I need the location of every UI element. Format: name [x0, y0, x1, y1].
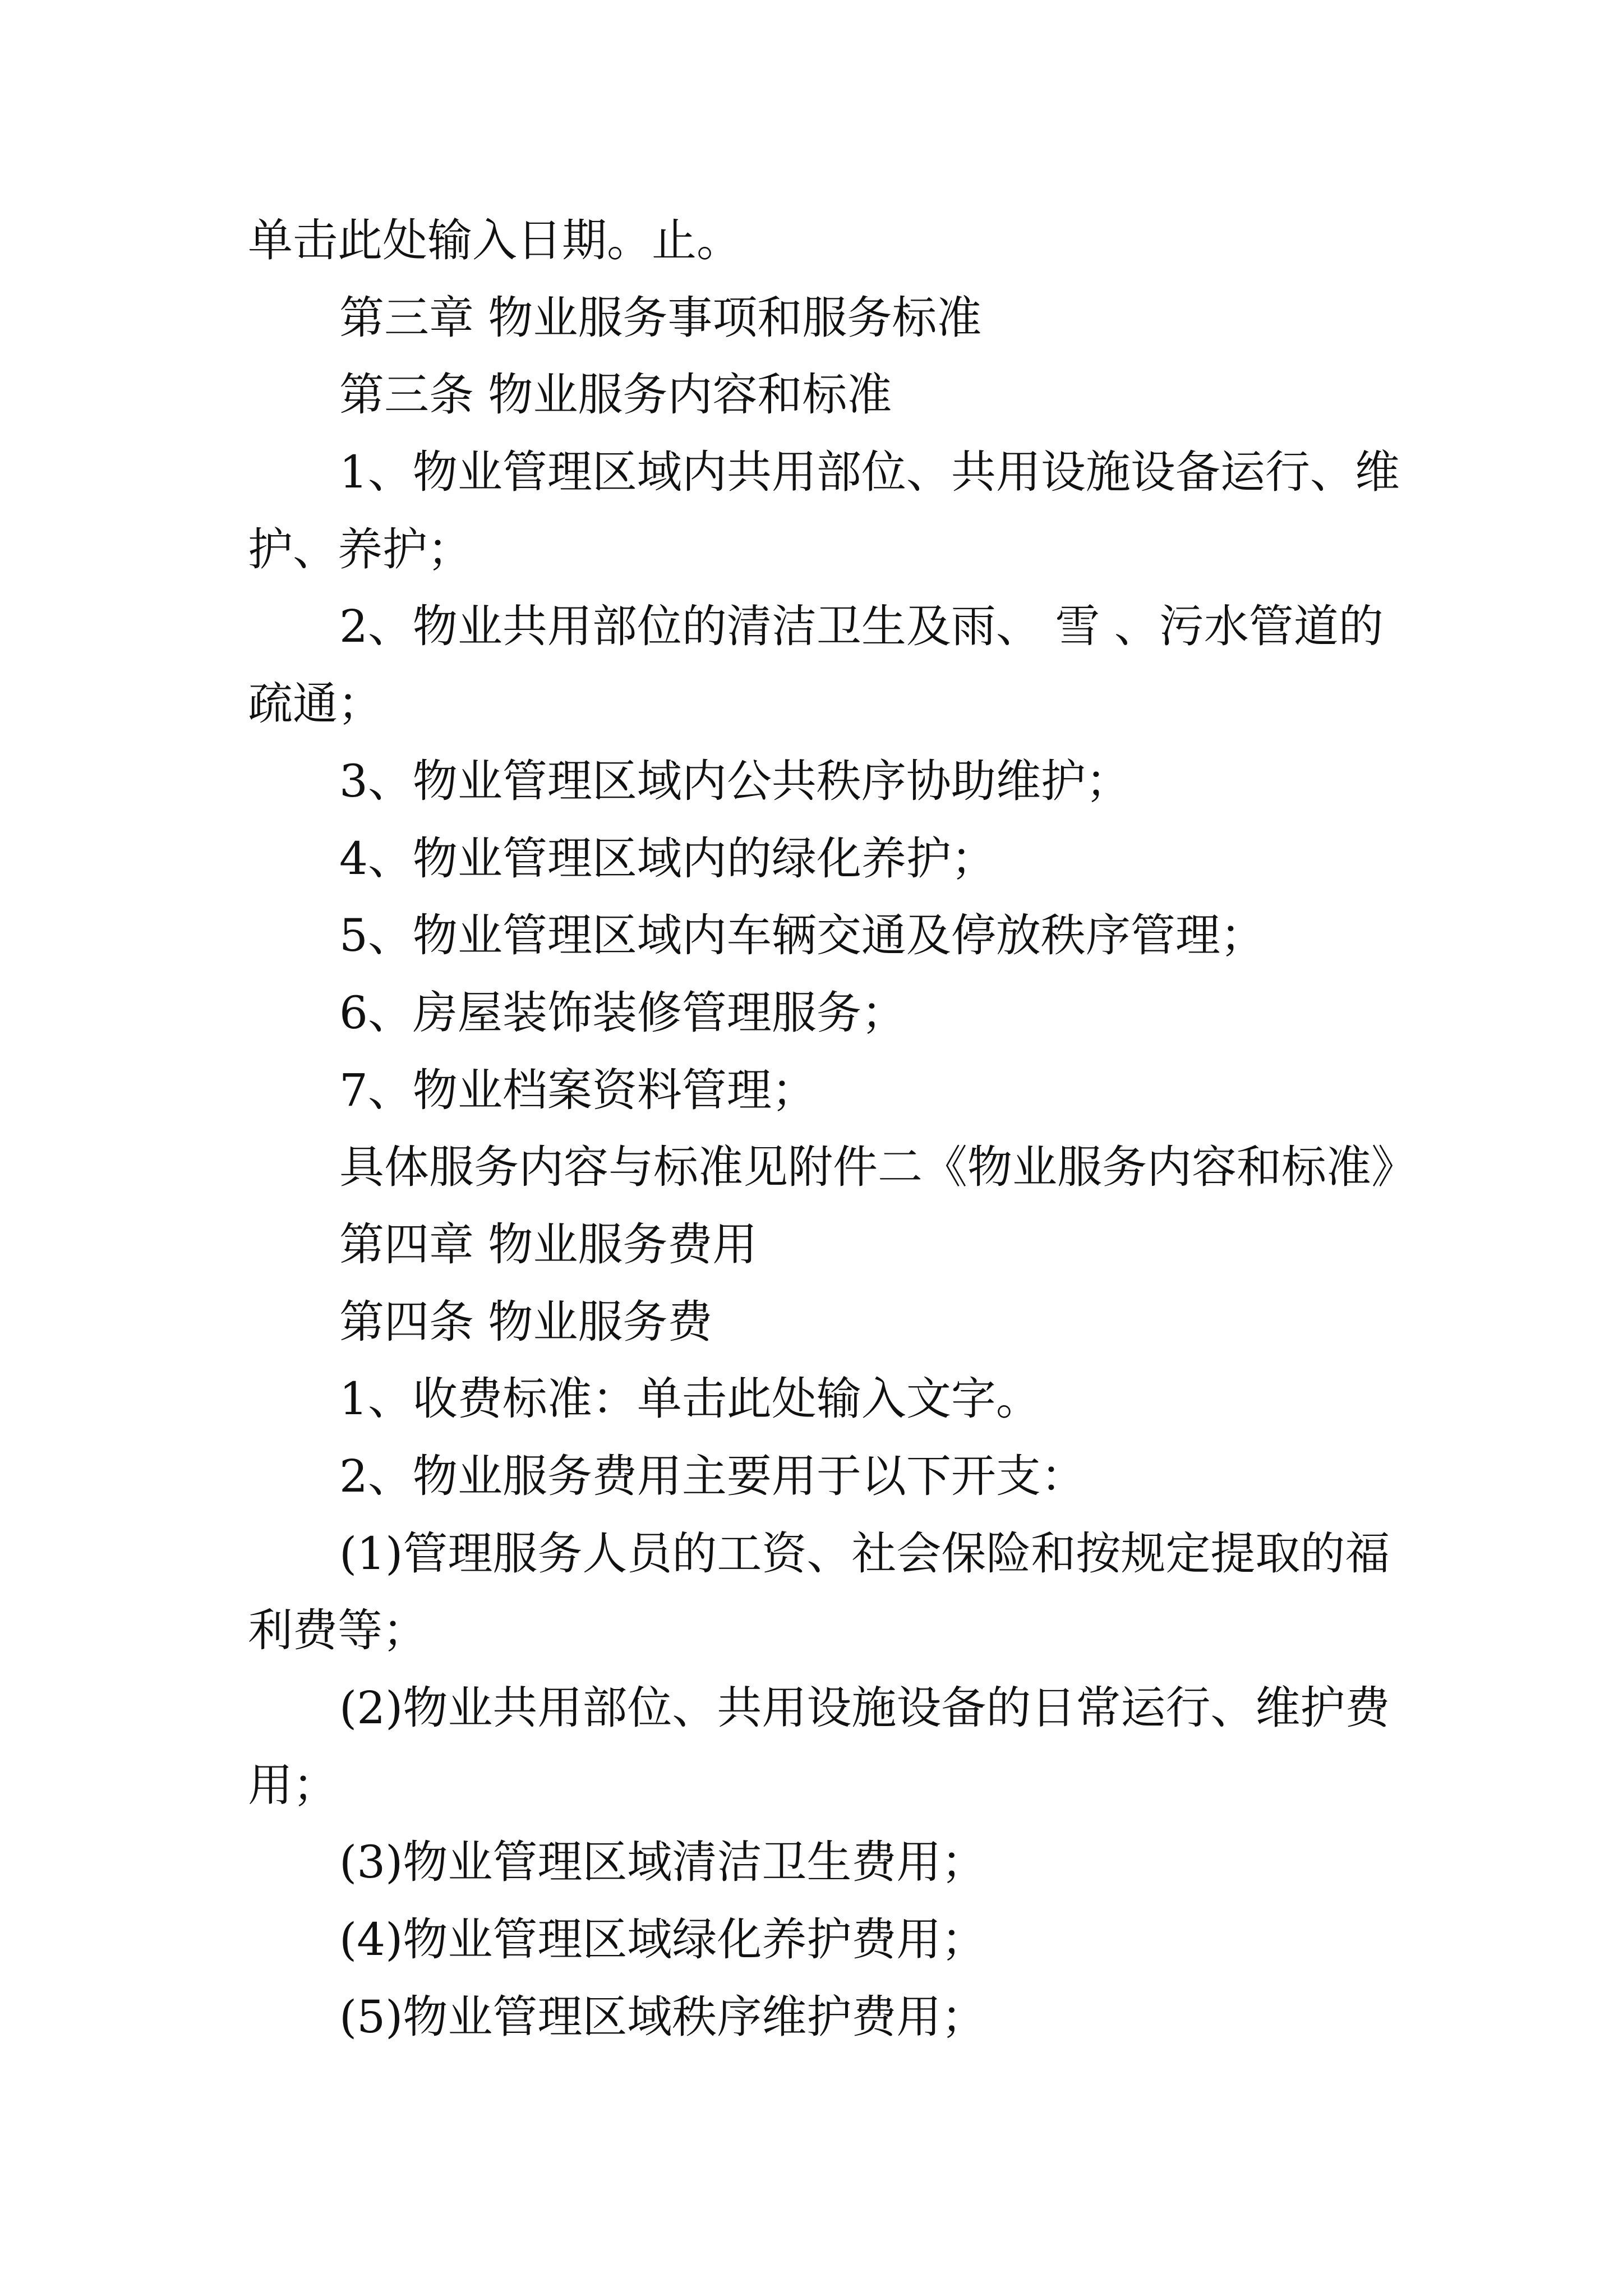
sub-list-item: (1)管理服务人员的工资、社会保险和按规定提取的福 — [339, 1527, 1390, 1580]
list-item: 3、物业管理区域内公共秩序协助维护； — [339, 754, 1131, 807]
sub-list-item: (2)物业共用部位、共用设施设备的日常运行、维护费 — [339, 1682, 1390, 1734]
attachment-reference: 具体服务内容与标准见附件二《物业服务内容和标准》 — [339, 1141, 1416, 1194]
list-item: 6、房屋装饰装修管理服务； — [339, 986, 906, 1039]
list-item-continuation: 疏通； — [248, 678, 382, 730]
list-item: 2、物业共用部位的清洁卫生及雨、 雪 、污水管道的 — [339, 600, 1384, 653]
list-item: 5、物业管理区域内车辆交通及停放秩序管理； — [339, 909, 1265, 962]
list-item: 4、物业管理区域内的绿化养护； — [339, 832, 996, 885]
list-item-continuation: 护、养护； — [248, 523, 472, 576]
article-heading: 第四条 物业服务费 — [339, 1295, 713, 1348]
sub-list-item: (3)物业管理区域清洁卫生费用； — [339, 1836, 986, 1889]
sub-list-item-continuation: 利费等； — [248, 1604, 427, 1657]
chapter-heading: 第三章 物业服务事项和服务标准 — [339, 291, 982, 344]
list-item: 2、物业服务费用主要用于以下开支： — [339, 1450, 1086, 1502]
list-item: 1、收费标准：单击此处输入文字。 — [339, 1373, 1041, 1425]
list-item: 7、物业档案资料管理； — [339, 1064, 817, 1116]
date-placeholder-line: 单击此处输入日期。止。 — [248, 214, 741, 266]
sub-list-item: (4)物业管理区域绿化养护费用； — [339, 1913, 986, 1966]
chapter-heading: 第四章 物业服务费用 — [339, 1218, 758, 1271]
article-heading: 第三条 物业服务内容和标准 — [339, 369, 892, 421]
list-item: 1、物业管理区域内共用部位、共用设施设备运行、维 — [339, 446, 1400, 499]
sub-list-item-continuation: 用； — [248, 1759, 338, 1811]
document-body — [248, 202, 1426, 2056]
sub-list-item: (5)物业管理区域秩序维护费用； — [339, 1990, 986, 2043]
